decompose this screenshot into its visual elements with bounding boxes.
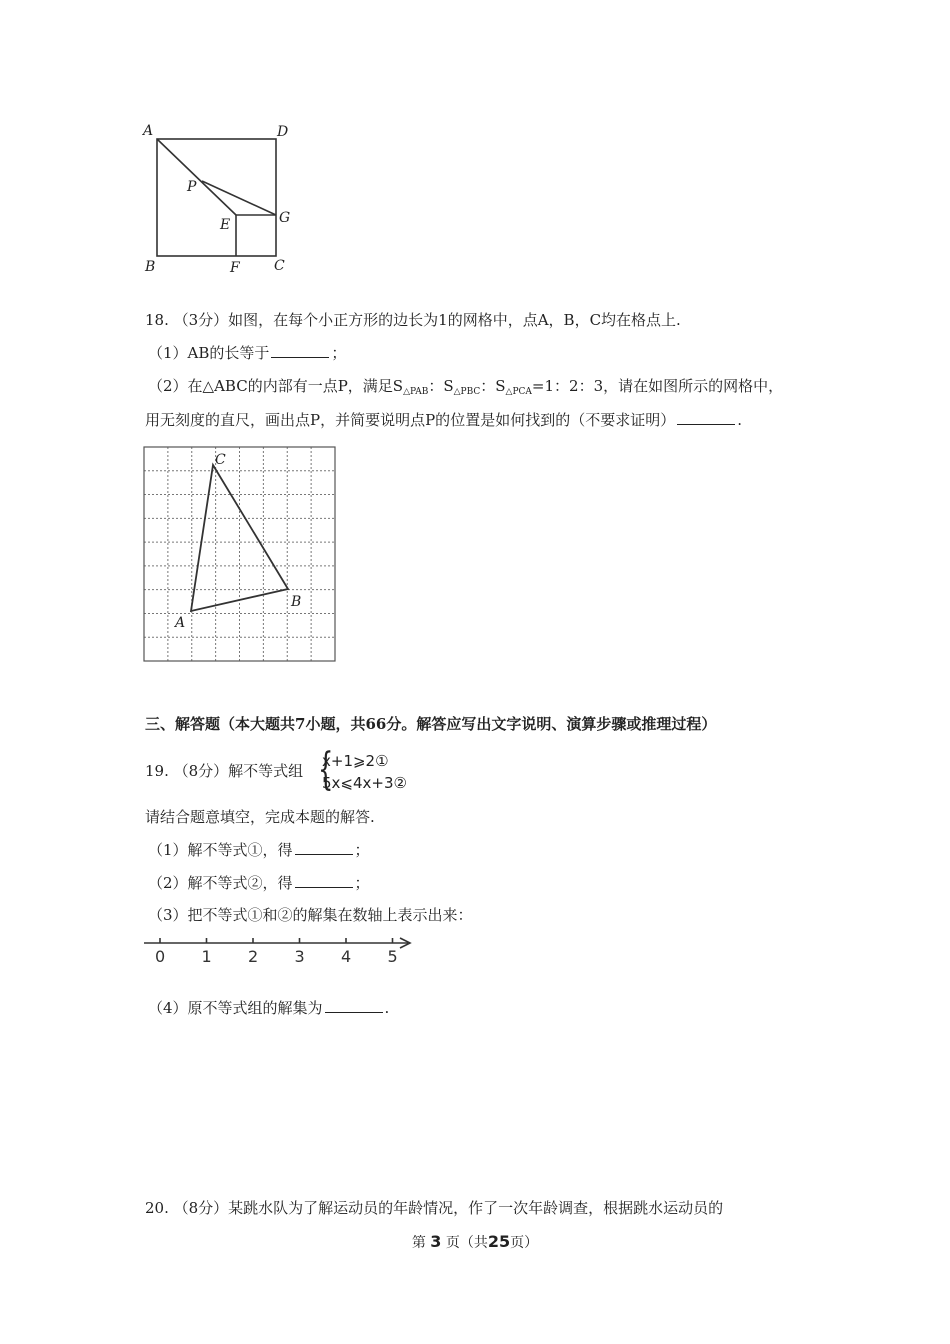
q18-part1	[148, 343, 346, 363]
total-pages: 25	[487, 1232, 511, 1251]
q19-part1-suffix: ；	[354, 841, 370, 859]
q19-part2-suffix: ；	[354, 874, 370, 892]
q19-part1-text: （1）解不等式①，得	[148, 841, 293, 859]
q18-part2	[148, 376, 783, 402]
label-g: G	[279, 210, 291, 226]
q19-part2	[148, 873, 370, 893]
q19-part3: （3）把不等式①和②的解集在数轴上表示出来：	[148, 906, 473, 924]
q19-part4	[148, 998, 389, 1018]
number-line-tick-label: 1	[201, 947, 212, 966]
segment-ae	[157, 139, 236, 215]
footer-post: 页）	[510, 1235, 539, 1251]
number-line-tick-label: 0	[155, 947, 166, 966]
q18-part2-a: （2）在△ABC的内部有一点P，满足S	[148, 377, 404, 395]
q18-part2-end: .	[737, 411, 742, 429]
number-line	[140, 932, 420, 972]
label-a: A	[175, 615, 186, 631]
segment-pg	[202, 181, 276, 215]
system-brace: {	[318, 744, 334, 795]
label-d: D	[277, 124, 289, 140]
inequality-1: x+1⩾2①	[322, 752, 389, 770]
q19-part1	[148, 840, 370, 860]
answer-blank[interactable]	[295, 840, 353, 855]
label-e: E	[220, 217, 231, 233]
q19-part2-text: （2）解不等式②，得	[148, 874, 293, 892]
footer-mid: 页（共	[445, 1235, 488, 1251]
q18-part2-d: =1：2：3，请在如图所示的网格中，	[531, 377, 784, 395]
number-line-tick-label: 5	[387, 947, 398, 966]
q19-part4-text: （4）原不等式组的解集为	[148, 999, 323, 1017]
section-heading: 三、解答题（本大题共7小题，共66分。解答应写出文字说明、演算步骤或推理过程）	[145, 715, 717, 733]
grid-lines	[144, 447, 335, 661]
q19-stem: 19. （8分）解不等式组	[145, 762, 304, 780]
label-b: B	[145, 259, 156, 275]
answer-blank[interactable]	[325, 998, 383, 1013]
q18-part2-c: ：S	[480, 377, 506, 395]
q19-part4-suffix: .	[384, 999, 390, 1017]
triangle-abc	[191, 465, 288, 611]
label-c: C	[274, 258, 285, 274]
q18-part2-line2	[145, 410, 742, 430]
number-line-tick-label: 3	[294, 947, 305, 966]
square-figure	[140, 118, 300, 278]
label-c: C	[215, 452, 226, 468]
page-footer	[0, 1232, 950, 1252]
inequality-system	[322, 750, 407, 794]
label-f: F	[230, 260, 240, 276]
q18-part2-b: ：S	[428, 377, 454, 395]
q18-part1-text: （1）AB的长等于	[148, 344, 270, 362]
answer-blank[interactable]	[295, 873, 353, 888]
number-line-tick-label: 4	[341, 947, 352, 966]
sub-pab: △PAB	[403, 387, 429, 397]
q20-stem: 20. （8分）某跳水队为了解运动员的年龄情况，作了一次年龄调查，根据跳水运动员的	[145, 1199, 724, 1217]
label-a: A	[143, 123, 154, 139]
q18-part2-line2-text: 用无刻度的直尺，画出点P，并简要说明点P的位置是如何找到的（不要求证明）	[145, 411, 676, 429]
label-p: P	[187, 179, 197, 195]
label-b: B	[291, 594, 302, 610]
grid-figure	[140, 442, 340, 667]
answer-blank[interactable]	[271, 343, 329, 358]
sub-pca: △PCA	[505, 387, 532, 397]
inequality-2: 5x⩽4x+3②	[322, 774, 407, 792]
sub-pbc: △PBC	[453, 387, 481, 397]
q18-stem: 18. （3分）如图，在每个小正方形的边长为1的网格中，点A，B，C均在格点上.	[145, 311, 681, 329]
q18-part1-suffix: ；	[331, 344, 347, 362]
number-line-tick-label: 2	[248, 947, 259, 966]
footer-pre: 第	[411, 1235, 426, 1251]
q19-instruction: 请结合题意填空，完成本题的解答.	[145, 808, 375, 826]
page-number: 3	[430, 1232, 442, 1251]
answer-blank[interactable]	[677, 410, 735, 425]
